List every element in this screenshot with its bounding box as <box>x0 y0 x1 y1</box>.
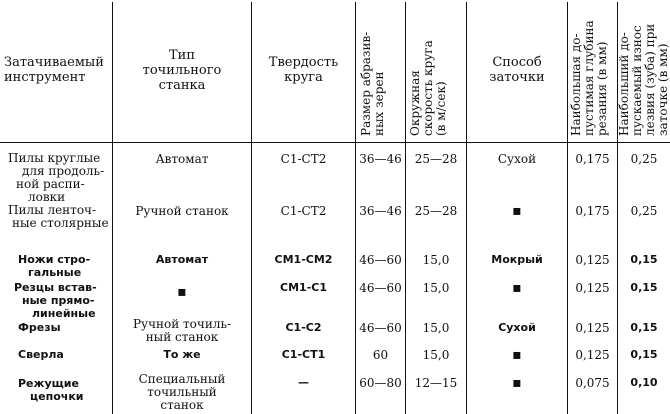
row-tool-line: ные прямо- <box>22 294 95 307</box>
row-tool-line: ловки <box>28 190 66 204</box>
row-grain: 46—60 <box>359 281 402 295</box>
header-wheel-speed-line: (в м/сек) <box>434 81 448 136</box>
row-speed: 15,0 <box>422 281 450 295</box>
row-machine-line: То же <box>163 348 201 361</box>
row-machine <box>113 253 251 267</box>
row-depth: 0,175 <box>575 204 610 218</box>
row-tool-line: цепочки <box>30 390 84 403</box>
row-method: Мокрый <box>491 253 543 266</box>
row-method: Сухой <box>497 152 537 166</box>
row-machine-line: ▪ <box>177 284 187 300</box>
header-method-line: заточки <box>489 70 545 85</box>
row-machine-line: Ручной точиль- <box>132 317 232 331</box>
header-tool-line: Затачиваемый <box>4 55 104 70</box>
row-wear: 0,25 <box>630 204 658 218</box>
row-machine-line: Специальный <box>138 372 226 386</box>
row-hardness: С1-С2 <box>285 321 322 334</box>
row-grain: 60—80 <box>359 376 402 390</box>
row-machine-line: ный станок <box>145 330 219 344</box>
row-speed: 15,0 <box>422 348 450 362</box>
header-max-wear <box>618 24 670 136</box>
row-machine <box>113 318 251 344</box>
row-method: Сухой <box>498 321 536 334</box>
row-depth: 0,125 <box>575 281 610 295</box>
row-method: ▪ <box>512 280 522 296</box>
header-max-wear-line: заточке (в мм) <box>656 43 670 136</box>
row-tool <box>18 348 64 362</box>
row-tool <box>18 253 90 279</box>
row-grain: 36—46 <box>359 204 402 218</box>
header-max-wear-line: пускаемый износ <box>630 25 644 136</box>
row-machine <box>113 204 251 218</box>
row-tool-line: линейные <box>32 307 96 320</box>
header-method <box>467 55 567 85</box>
row-tool-line: ной распи- <box>16 177 85 191</box>
row-wear: 0,25 <box>630 152 658 166</box>
row-machine-line: Ручной станок <box>135 204 229 218</box>
row-tool-line: гальные <box>28 266 82 279</box>
row-grain: 36—46 <box>359 152 402 166</box>
header-wheel-speed-line: Окружная <box>408 70 422 136</box>
row-tool-line: Пилы ленточ- <box>8 203 97 217</box>
row-wear: 0,15 <box>630 281 658 294</box>
row-depth: 0,125 <box>575 321 610 335</box>
row-grain: 46—60 <box>359 253 402 267</box>
row-grain: 60 <box>372 348 389 362</box>
header-machine-type <box>113 48 251 93</box>
row-tool-line: Пилы круглые <box>8 151 101 165</box>
row-method: ▪ <box>512 203 522 219</box>
header-max-depth <box>570 20 609 136</box>
row-tool-line: ные столярные <box>12 216 109 230</box>
row-wear: 0,10 <box>630 376 658 389</box>
header-hardness-line: Твердость <box>268 55 339 70</box>
row-hardness: СМ1-СМ2 <box>274 253 333 266</box>
row-tool-line: Ножи стро- <box>18 253 91 266</box>
row-tool-line: Сверла <box>18 348 64 361</box>
header-tool-line: инструмент <box>4 70 86 85</box>
header-method-line: Способ <box>492 55 542 70</box>
row-hardness: — <box>298 376 309 389</box>
row-method: ▪ <box>512 347 522 363</box>
row-hardness: С1-СТ2 <box>280 152 327 166</box>
row-grain: 46—60 <box>359 321 402 335</box>
header-grain-size-line: ных зерен <box>372 71 386 136</box>
header-tool <box>4 55 112 85</box>
header-machine-type-line: точильного <box>142 63 222 78</box>
row-speed: 15,0 <box>422 253 450 267</box>
row-depth: 0,125 <box>575 253 610 267</box>
row-tool <box>8 152 104 204</box>
row-hardness: СМ1-С1 <box>280 281 327 294</box>
row-speed: 25—28 <box>414 204 458 218</box>
row-machine-line: Автомат <box>155 152 209 166</box>
row-machine <box>113 348 251 362</box>
header-max-depth-line: Наибольшая до- <box>569 33 583 136</box>
row-hardness: С1-СТ1 <box>281 348 326 361</box>
header-grain-size-line: Размер абразив- <box>359 31 373 136</box>
row-tool <box>14 281 97 320</box>
row-depth: 0,125 <box>575 348 610 362</box>
row-tool <box>18 377 84 403</box>
header-wheel-speed <box>409 40 448 136</box>
row-wear: 0,15 <box>630 348 658 361</box>
row-speed: 25—28 <box>414 152 458 166</box>
header-divider <box>0 142 670 143</box>
row-tool <box>8 204 109 230</box>
row-hardness: С1-СТ2 <box>280 204 327 218</box>
row-depth: 0,075 <box>575 376 610 390</box>
row-speed: 15,0 <box>422 321 450 335</box>
row-depth: 0,175 <box>575 152 610 166</box>
row-machine-line: станок <box>160 398 204 412</box>
row-machine <box>113 285 251 299</box>
header-grain-size <box>360 32 386 136</box>
row-speed: 12—15 <box>414 376 458 390</box>
header-machine-type-line: станка <box>158 78 206 93</box>
header-max-wear-line: Наибольший до- <box>617 32 631 136</box>
row-machine-line: точильный <box>147 385 217 399</box>
row-machine-line: Автомат <box>155 253 209 266</box>
header-machine-type-line: Тип <box>169 48 195 63</box>
row-machine <box>113 152 251 166</box>
row-tool-line: Режущие <box>18 377 79 390</box>
header-max-wear-line: лезвия (зуба) при <box>643 23 657 136</box>
row-wear: 0,15 <box>630 253 658 266</box>
row-machine <box>113 373 251 412</box>
row-wear: 0,15 <box>630 321 658 334</box>
row-tool-line: Резцы встав- <box>14 281 97 294</box>
row-tool-line: для продоль- <box>22 164 105 178</box>
header-wheel-speed-line: скорость круга <box>421 40 435 136</box>
header-max-depth-line: пустимая глубина <box>582 20 596 136</box>
header-hardness-line: круга <box>284 70 323 85</box>
header-hardness <box>252 55 355 85</box>
row-tool-line: Фрезы <box>18 321 61 334</box>
header-max-depth-line: резания (в мм) <box>595 41 609 136</box>
row-tool <box>18 321 61 335</box>
row-method: ▪ <box>512 375 522 391</box>
